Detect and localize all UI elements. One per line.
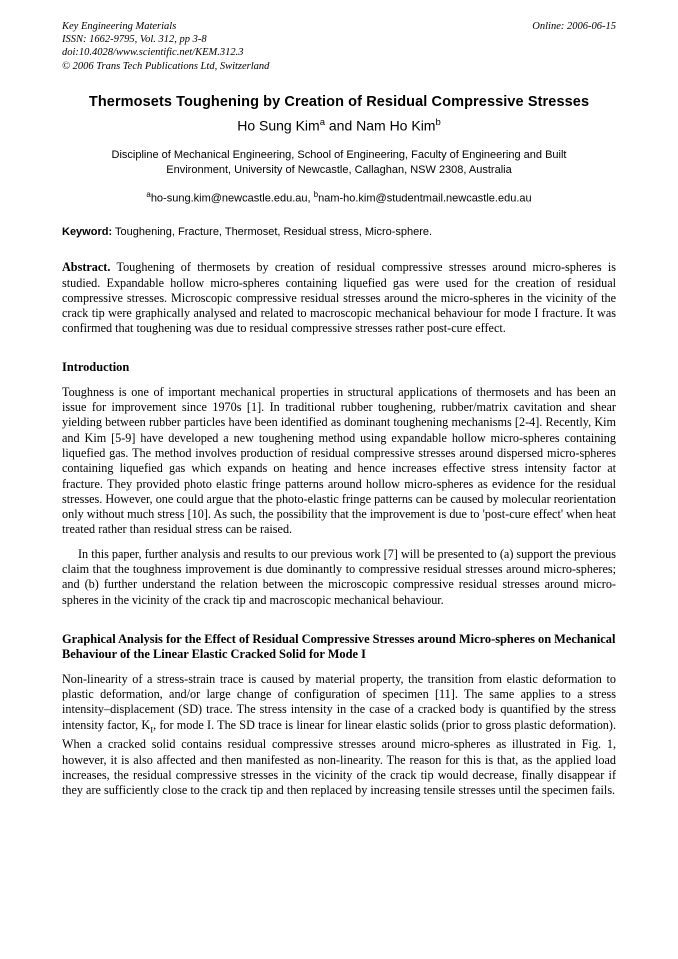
keyword-line: [62, 226, 616, 238]
graphical-analysis-text-suffix: , for mode I. The SD trace is linear for linear elastic solids (prior to gross plastic deformation). When a cracked solid contains residual compressive stresses around micro-spheres as illustrated in Fig. 1, however, it is also affected and then manifested as non-linearity. The reason for this is that, as the applied load increases, the residual compressive stresses in the vicinity of the crack tip would decrease, finally disappear if they are sufficiently close to the crack tip and then replaced by increasing tensile stresses until the specimen fails.: [62, 717, 616, 798]
section-heading-graphical-analysis: Graphical Analysis for the Effect of Residual Compressive Stresses around Micro-spheres on Mechanical Behaviour of the Linear Elastic Cracked Solid for Mode I: [62, 631, 616, 662]
stress-intensity-subscript: I: [150, 724, 154, 735]
author-conjunction: and: [324, 117, 357, 134]
journal-copyright: © 2006 Trans Tech Publications Ltd, Switzerland: [62, 60, 270, 72]
email-a[interactable]: ho-sung.kim@newcastle.edu.au,: [150, 192, 314, 205]
graphical-analysis-text-prefix: Non-linearity of a stress-strain trace is caused by material property, the transition from elastic deformation to plastic deformation, and/or large change of configuration of specimen [11]. The same applies to a stress intensity–displacement (SD) trace. The stress intensity in the case of a cracked body is quantified by the stress intensity factor, K: [62, 671, 616, 732]
keyword-values: Toughening, Fracture, Thermoset, Residual stress, Micro-sphere.: [112, 226, 433, 239]
email-b-marker: b: [313, 189, 319, 199]
online-date: Online: 2006-06-15: [532, 21, 616, 32]
email-b[interactable]: nam-ho.kim@studentmail.newcastle.edu.au: [318, 192, 532, 205]
page-content: [62, 20, 616, 799]
section-heading-introduction: Introduction: [62, 360, 130, 375]
abstract-text: Toughening of thermosets by creation of residual compressive stresses around micro-spheres is studied. Expandable hollow micro-spheres containing liquefied gas were used for the creation of residual compressive stresses. Microscopic compressive residual stresses around the micro-spheres in the vicinity of the crack tip were graphically analysed and related to macroscopic mechanical behaviour for mode I fracture. It was confirmed that toughening was due to residual compressive stresses rather post-cure effect.: [62, 260, 616, 336]
keyword-label: Keyword:: [62, 226, 113, 239]
graphical-analysis-paragraph-1: [62, 672, 616, 799]
author-one-name: Ho Sung Kim: [237, 117, 320, 134]
journal-doi: doi:10.4028/www.scientific.net/KEM.312.3: [62, 47, 244, 59]
introduction-paragraph-1: Toughness is one of important mechanical properties in structural applications of thermosets and has been an issue for improvement since 1970s [1]. In traditional rubber toughening, rubber/matrix cavitation and shear yielding between rubber particles have been identified as dominant toughening mechanisms [2-4]. Recently, Kim and Kim [5-9] have developed a new toughening method using expandable hollow micro-spheres containing liquefied gas. The method involves production of residual compressive stresses around dispersed micro-spheres containing liquefied gas which expands on heating and hence increases effective stress intensity factor at fracture. They provided photo elastic fringe patterns around hollow micro-spheres as evidence for the residual stresses. However, one could argue that the photo-elastic fringe patterns can be caused by molecular reorientation only without much stress [10]. As such, the possibility that the improvement is due to 'post-cure effect' when heat treated rather than residual stress can be raised.: [62, 384, 616, 537]
email-a-marker: a: [146, 189, 151, 199]
journal-issn: ISSN: 1662-9795, Vol. 312, pp 3-8: [62, 34, 207, 46]
author-list: [62, 117, 616, 134]
page-title: Thermosets Toughening by Creation of Residual Compressive Stresses: [88, 94, 590, 110]
author-emails: [62, 190, 616, 205]
affiliation: Discipline of Mechanical Engineering, School of Engineering, Faculty of Engineering and Built Environment, University of Newcastle, Callaghan, NSW 2308, Australia: [111, 148, 567, 176]
journal-header: [62, 20, 616, 78]
introduction-paragraph-2: In this paper, further analysis and results to our previous work [7] will be presented to (a) support the previous claim that the toughness improvement is due dominantly to compressive residual stresses around micro-spheres; and (b) further understand the relation between the microscopic compressive residual stresses around micro-spheres in the vicinity of the crack tip and macroscopic mechanical behaviour.: [62, 546, 616, 607]
author-two-affil-marker: b: [435, 117, 441, 128]
abstract: [62, 260, 616, 336]
author-one-affil-marker: a: [319, 117, 325, 128]
abstract-label: Abstract.: [62, 260, 111, 275]
journal-name: Key Engineering Materials: [62, 21, 177, 32]
author-two-name: Nam Ho Kim: [356, 117, 436, 134]
journal-header-left: [62, 20, 462, 73]
